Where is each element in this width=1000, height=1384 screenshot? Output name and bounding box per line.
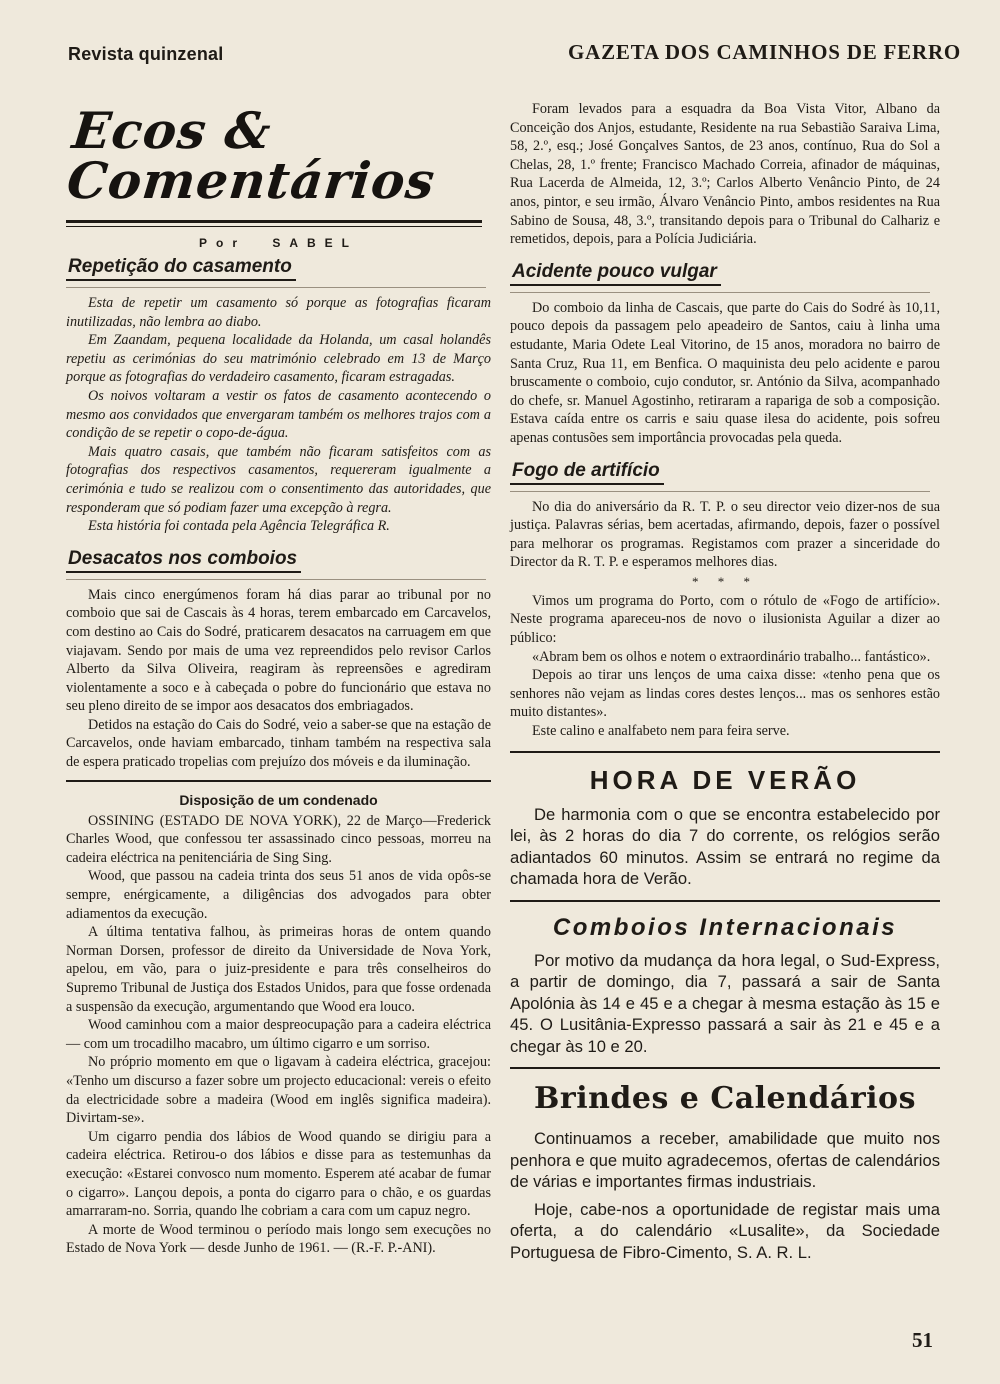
paragraph: Hoje, cabe-nos a oportunidade de registar mais uma oferta, a do calendário «Lusalite», da Sociedade Portuguesa de Fibro-Cimento, S. A. R. L. <box>510 1199 940 1262</box>
section-divider <box>510 1067 940 1069</box>
paragraph: Foram levados para a esquadra da Boa Vista Vitor, Albano da Conceição dos Anjos, estudante, Residente na rua Sebastião Saraiva Lima, 58, 2.º, esq.; José Gonçalves Santos, de 23 anos, contínuo, Rua do Sol a Chelas, 28, 1.º frente; Francisco Machado Correia, afinador de máquinas, Rua Lacerda de Almeida, 12, 3.º; Carlos Alberto Venâncio Pinto, de 24 anos, pintor, e seu irmão, Álvaro Venâncio Pinto, ambos residentes na Rua Sabino de Sousa, 48, 3.º, transitando depois para o Tribunal do Calhariz e remetidos, depois, para a Polícia Judiciária. <box>510 101 940 248</box>
section-title-hora: HORA DE VERÃO <box>589 764 861 795</box>
section-levados <box>510 100 940 249</box>
paragraph: Os noivos voltaram a vestir os fatos de casamento acontecendo o mesmo aos convidados que envergaram também os melhores trajos com a condição de se repetir o copo-de-água. <box>66 387 491 442</box>
section-title-repeticao: Repetição do casamento <box>66 256 296 281</box>
section-divider <box>66 780 491 782</box>
section-title-comboios-internacionais: Comboios Internacionais <box>552 913 898 941</box>
paragraph: No próprio momento em que o ligavam à cadeira eléctrica, gracejou: «Tenho um discurso a fazer sobre um projecto educacional: vereis o efeito da electricidade sobre a madeira (Wood em inglês significa madeira). Divirtam-se». <box>66 1054 491 1127</box>
section-title-brindes: Brindes e Calendários <box>534 1081 916 1117</box>
section-heading-wrap <box>510 257 930 293</box>
section-heading-wrap <box>66 252 486 288</box>
paragraph: Em Zaandam, pequena localidade da Holanda, um casal holandês repetiu as cerimónias do seu matrimónio celebrado em 13 de Março porque as fotografias do verdadeiro casamento, ficaram estragadas. <box>66 332 491 386</box>
section-comboios-internacionais <box>510 950 940 1058</box>
section-fogo <box>510 498 940 741</box>
paragraph: Mais quatro casais, que também não ficaram satisfeitos com as fotografias dos respectivos casamentos, requereram igualmente a cerimónia e tudo se realizou com o consentimento das autoridades, que responderam que só podiam fazer uma excepção à regra. <box>66 443 491 516</box>
section-title-acidente: Acidente pouco vulgar <box>510 261 721 286</box>
running-header-right: GAZETA DOS CAMINHOS DE FERRO <box>568 40 962 64</box>
left-column <box>66 96 491 1258</box>
paragraph: Detidos na estação do Cais do Sodré, veio a saber-se que na estação de Carcavelos, onde haviam embarcado, tinham também na respectiva sala de espera praticado tropelias com prejuízo dos móveis e da iluminação. <box>66 716 491 771</box>
paragraph: No dia do aniversário da R. T. P. o seu director veio dizer-nos de sua justiça. Palavras sérias, bem acertadas, afirmando, depois, fazer o possível para melhorar os programas. Registamos com prazer a sinceridade do Director da R. T. P. e esperamos melhores dias. <box>510 498 940 571</box>
paragraph: Continuamos a receber, amabilidade que muito nos penhora e que muito agradecemos, ofertas de calendários de várias e importantes firmas industriais. <box>510 1129 940 1192</box>
section-divider <box>510 900 940 902</box>
section-brindes <box>510 1128 940 1263</box>
column-masthead: Ecos & Comentários <box>64 101 439 210</box>
paragraph: Um cigarro pendia dos lábios de Wood quando se dirigiu para a cadeira eléctrica. Retirou-o dos lábios e disse para as testemunhas da execução: «Estarei convosco num momento. Esperem até acabar de fumar o cigarro». Lançou depois, a ponta do cigarro para o chão, e os guardas amarraram-no. Sorria, quando lhe cobriam a cara com um capuz negro. <box>66 1128 491 1220</box>
section-heading-wrap <box>66 544 486 580</box>
section-title-fogo: Fogo de artifício <box>510 460 664 485</box>
section-separator-stars: * * * <box>692 573 758 589</box>
masthead-rule <box>66 220 482 227</box>
paragraph: Esta de repetir um casamento só porque as fotografias ficaram inutilizadas, não lembra ao diabo. <box>66 295 491 330</box>
section-title-condenado: Disposição de um condenado <box>179 791 378 808</box>
section-hora <box>510 804 940 890</box>
right-column <box>510 100 940 1263</box>
paragraph: Vimos um programa do Porto, com o rótulo de «Fogo de artifício». Neste programa apareceu-nos de novo o ilusionista Aguilar a dizer ao público: <box>510 592 940 647</box>
section-acidente <box>510 299 940 448</box>
paragraph: Wood, que passou na cadeia trinta dos seus 51 anos de vida opôs-se sempre, enérgicamente, a diligências dos advogados para obter adiamentos da execução. <box>66 868 491 922</box>
paragraph: Este calino e analfabeto nem para feira serve. <box>532 723 790 740</box>
section-title-desacatos: Desacatos nos comboios <box>66 548 301 573</box>
paragraph: Por motivo da mudança da hora legal, o Sud-Express, a partir de domingo, dia 7, passará a sair de Santa Apolónia às 14 e 45 e a chegar à mesma estação às 15 e 45. O Lusitânia-Expresso passará a sair às 21 e 45 e a chegar às 10 e 20. <box>510 950 940 1056</box>
section-condenado <box>66 812 491 1258</box>
paragraph: De harmonia com o que se encontra estabelecido por lei, às 2 horas do dia 7 do corrente, os relógios serão adiantados 60 minutos. Assim se entrará no regime da chamada hora de Verão. <box>510 804 940 889</box>
byline: Por SABEL <box>198 236 358 250</box>
paragraph: Mais cinco energúmenos foram há dias parar ao tribunal por no comboio que sai de Cascais às 4 horas, terem embarcado em Carcavelos, com destino ao Cais do Sodré, praticarem desacatos na carruagem em que viajavam. Sendo por mais de uma vez repreendidos pelo revisor Carlos Alberto da Silva Oliveira, reagiram às repreensões e agrediram violentamente a soco e à cabeçada o pobre do funcionário que estava no seu pleno direito de se impor aos desacatos dos embriagados. <box>66 586 491 715</box>
paragraph: Esta história foi contada pela Agência Telegráfica R. <box>88 518 390 535</box>
paragraph: Depois ao tirar uns lenços de uma caixa disse: «tenho pena que os senhores não vejam as lindas cores destes lenços... mas os senhores estão muito distantes». <box>510 667 940 721</box>
page-number: 51 <box>912 1328 933 1352</box>
section-heading-wrap <box>510 456 930 492</box>
section-desacatos <box>66 586 491 772</box>
paragraph: Wood caminhou com a maior despreocupação para a cadeira eléctrica — com um trocadilho macabro, um último cigarro e um sorriso. <box>66 1017 491 1052</box>
paragraph: A morte de Wood terminou o período mais longo sem execuções no Estado de Nova York — desde Junho de 1961. — (R.-F. P.-ANI). <box>66 1221 491 1257</box>
section-divider <box>510 751 940 753</box>
paragraph: «Abram bem os olhos e notem o extraordinário trabalho... fantástico». <box>532 648 931 665</box>
running-header-left: Revista quinzenal <box>68 44 224 64</box>
paragraph: OSSINING (ESTADO DE NOVA YORK), 22 de Março—Frederick Charles Wood, que confessou ter assassinado cinco pessoas, morreu na cadeira eléctrica na penitenciária de Sing Sing. <box>66 812 491 866</box>
paragraph: A última tentativa falhou, às primeiras horas de ontem quando Norman Dorsen, professor de direito da Universidade de Nova York, apelou, em vão, para o juiz-presidente e para três conselheiros do Supremo Tribunal de Justiça dos Estados Unidos, para que fosse ordenada a suspensão da execução, argumentando que Wood era louco. <box>66 924 491 1015</box>
paragraph: Do comboio da linha de Cascais, que parte do Cais do Sodré às 10,11, pouco depois da passagem pelo apeadeiro de Santos, caiu à linha uma estudante, Maria Odete Leal Vitorino, de 15 anos, moradora no bairro de Santa Cruz, Rua 11, em Benfica. O maquinista deu pelo acidente e parou bruscamente o comboio, cujo condutor, sr. António da Silva, acompanhado do chefe, sr. Manuel Agostinho, retiraram a rapariga de sob a composição. Estava caída entre os carris e saiu quase ilesa do acidente, pois sofreu apenas contusões sem importância provocadas pela queda. <box>510 299 940 446</box>
section-repeticao <box>66 294 491 536</box>
